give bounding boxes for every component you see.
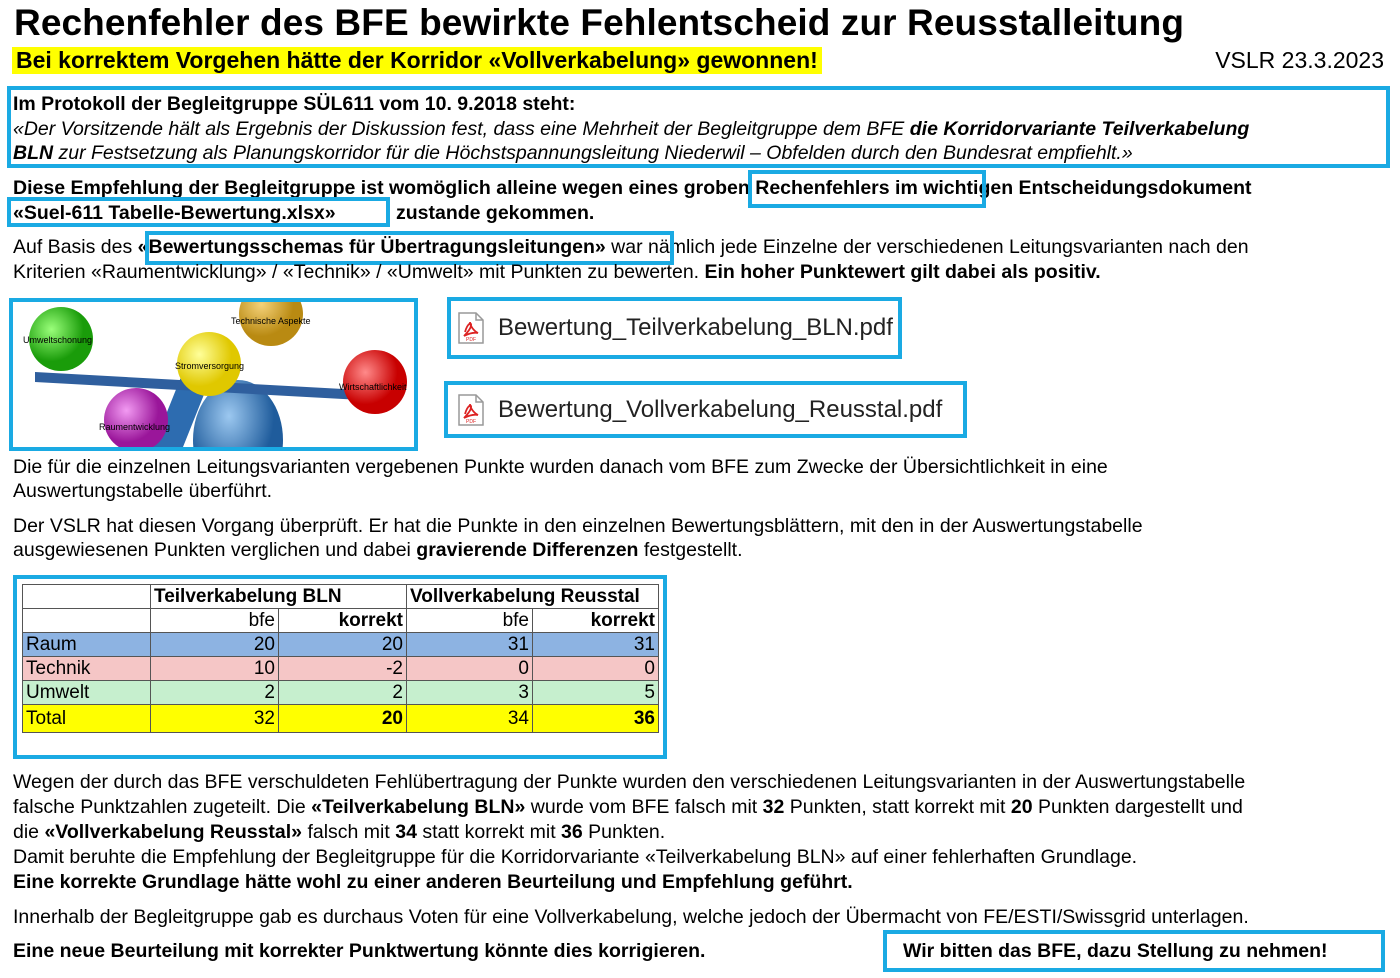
cell: 36 — [533, 705, 659, 733]
cell: 2 — [279, 681, 407, 705]
row-label: Umwelt — [23, 681, 151, 705]
label-wirtschaft: Wirtschaftlichkeit — [339, 382, 407, 392]
pdf-link-vollverkabelung[interactable] — [452, 387, 942, 433]
quote-text-2: zur Festsetzung als Planungskorridor für die Höchstspannungsleitung Niederwil – Obfelden durch den Bundesrat empfiehlt.» — [53, 142, 1133, 164]
paragraph-5-line3 — [13, 820, 665, 845]
p1-text-b: groben Rechenfehlers — [683, 177, 890, 199]
table-row — [23, 633, 659, 657]
paragraph-5-line2 — [13, 795, 1243, 820]
paragraph-3-line2: Auswertungstabelle überführt. — [13, 480, 273, 502]
cell: 20 — [151, 633, 279, 657]
pdf-icon — [458, 312, 484, 344]
ball-purple — [104, 388, 168, 447]
p5-2a: falsche Punktzahlen zugeteilt. Die — [13, 796, 312, 818]
quote-bold-1: die Korridorvariante Teilverkabelung — [909, 118, 1250, 140]
col-korrekt-2: korrekt — [533, 609, 659, 633]
table-row-total — [23, 705, 659, 733]
p4-text-b: gravierende Differenzen — [416, 539, 639, 561]
p4-text-a: ausgewiesenen Punkten verglichen und dabei — [13, 539, 417, 561]
cell: 5 — [533, 681, 659, 705]
p5-2g: Punkten dargestellt und — [1032, 796, 1243, 818]
paragraph-5-line1: Wegen der durch das BFE verschuldeten Fehlübertragung der Punkte wurden den verschiedenen Leitungsvarianten in der Auswertungstabelle — [13, 771, 1246, 793]
cell: 0 — [407, 657, 533, 681]
p5-2d: 32 — [762, 796, 785, 818]
cell: 2 — [151, 681, 279, 705]
paragraph-3-line1: Die für die einzelnen Leitungsvarianten vergebenen Punkte wurden danach vom BFE zum Zwecke der Übersichtlichkeit in eine — [13, 456, 1108, 478]
paragraph-6: Innerhalb der Begleitgruppe gab es durchaus Voten für eine Vollverkabelung, welche jedoch der Übermacht von FE/ESTI/Swissgrid unterlagen. — [13, 906, 1249, 928]
row-label: Technik — [23, 657, 151, 681]
p2-text-d: Kriterien «Raumentwicklung» / «Technik» / «Umwelt» mit Punkten zu bewerten. — [13, 261, 705, 283]
p5-2f: 20 — [1010, 796, 1033, 818]
table-row — [23, 657, 659, 681]
cta-text: Wir bitten das BFE, dazu Stellung zu nehmen! — [903, 940, 1328, 962]
balance-scale-illustration — [13, 302, 414, 447]
row-label: Total — [23, 705, 151, 733]
paragraph-4-line1: Der VSLR hat diesen Vorgang überprüft. Er hat die Punkte in den einzelnen Bewertungsblättern, mit den in der Auswertungstabelle — [13, 515, 1143, 537]
highlight-rechenfehler — [748, 170, 986, 208]
col-bfe-1: bfe — [151, 609, 279, 633]
table-header-empty — [23, 585, 151, 609]
label-umwelt: Umweltschonung — [23, 335, 93, 345]
p5-2b: «Teilverkabelung BLN» — [311, 796, 526, 818]
p2-text-b: «Bewertungsschemas für Übertragungsleitungen» — [137, 236, 606, 258]
quote-bold-2: BLN — [13, 142, 54, 164]
cell: 32 — [151, 705, 279, 733]
paragraph-1-line2-end: zustande gekommen. — [396, 202, 595, 224]
p5-3f: 36 — [561, 821, 583, 843]
p5-2c: wurde vom BFE falsch mit — [525, 796, 763, 818]
cell: 20 — [279, 705, 407, 733]
p4-text-c: festgestellt. — [638, 539, 743, 561]
col-bfe-2: bfe — [407, 609, 533, 633]
col-korrekt-1: korrekt — [279, 609, 407, 633]
page-title: Rechenfehler des BFE bewirkte Fehlentscheid zur Reusstalleitung — [14, 2, 1185, 43]
table-row — [23, 681, 659, 705]
p5-3b: «Vollverkabelung Reusstal» — [44, 821, 303, 843]
points-table — [22, 584, 659, 733]
pdf-icon — [458, 394, 484, 426]
p5-3e: statt korrekt mit — [416, 821, 562, 843]
pdf-link-teilverkabelung[interactable] — [452, 305, 893, 351]
table-header-group-2: Vollverkabelung Reusstal — [407, 585, 659, 609]
cell: 31 — [533, 633, 659, 657]
p2-text-a: Auf Basis des — [13, 236, 138, 258]
p5-3c: falsch mit — [302, 821, 396, 843]
label-technik: Technische Aspekte — [231, 316, 311, 326]
row-label: Raum — [23, 633, 151, 657]
pdf-filename-1: Bewertung_Teilverkabelung_BLN.pdf — [498, 314, 893, 341]
p5-3d: 34 — [395, 821, 417, 843]
protocol-quote-line1 — [13, 117, 1249, 142]
highlight-xlsx-filename — [7, 197, 390, 227]
paragraph-2-line2 — [13, 260, 1101, 285]
paragraph-5-line5: Eine korrekte Grundlage hätte wohl zu einer anderen Beurteilung und Empfehlung geführt. — [13, 871, 853, 893]
p2-text-e: Ein hoher Punktewert gilt dabei als positiv. — [704, 261, 1101, 283]
quote-text-1: «Der Vorsitzende hält als Ergebnis der Diskussion fest, dass eine Mehrheit der Begleitgruppe dem BFE — [13, 118, 910, 140]
p1-text-c: im wichtigen Entscheidungsdokument — [889, 177, 1252, 199]
cell: 34 — [407, 705, 533, 733]
svg-text:PDF: PDF — [466, 337, 476, 343]
svg-text:PDF: PDF — [466, 419, 476, 425]
table-header-group-1: Teilverkabelung BLN — [151, 585, 407, 609]
cell: -2 — [279, 657, 407, 681]
date-label: VSLR 23.3.2023 — [1215, 47, 1384, 73]
p1-filename: «Suel-611 Tabelle-Bewertung.xlsx» — [13, 202, 336, 224]
cell: 20 — [279, 633, 407, 657]
protocol-heading: Im Protokoll der Begleitgruppe SÜL611 vom 10. 9.2018 steht: — [13, 93, 576, 115]
protocol-quote-line2 — [13, 141, 1133, 166]
paragraph-5-line4: Damit beruhte die Empfehlung der Begleitgruppe für die Korridorvariante «Teilverkabelung BLN» auf einer fehlerhaften Grundlage. — [13, 846, 1138, 868]
p5-2e: Punkten, statt korrekt mit — [784, 796, 1011, 818]
pdf-filename-2: Bewertung_Vollverkabelung_Reusstal.pdf — [498, 396, 943, 423]
paragraph-7: Eine neue Beurteilung mit korrekter Punktwertung könnte dies korrigieren. — [13, 940, 706, 962]
cell: 0 — [533, 657, 659, 681]
label-strom: Stromversorgung — [175, 361, 245, 371]
p5-3g: Punkten. — [582, 821, 666, 843]
p1-text-a: Diese Empfehlung der Begleitgruppe ist womöglich alleine wegen eines — [13, 177, 684, 199]
subtitle: Bei korrektem Vorgehen hätte der Korridor «Vollverkabelung» gewonnen! — [12, 47, 822, 74]
cell: 31 — [407, 633, 533, 657]
p5-3a: die — [13, 821, 45, 843]
table-header-empty-2 — [23, 609, 151, 633]
paragraph-4-line2 — [13, 538, 743, 563]
cell: 3 — [407, 681, 533, 705]
p2-text-c: war nämlich jede Einzelne der verschiedenen Leitungsvarianten nach den — [605, 236, 1249, 258]
table-header-cols — [23, 609, 659, 633]
balance-scale-image — [9, 298, 418, 451]
cell: 10 — [151, 657, 279, 681]
label-raum: Raumentwicklung — [99, 422, 171, 432]
table-header-groups — [23, 585, 659, 609]
